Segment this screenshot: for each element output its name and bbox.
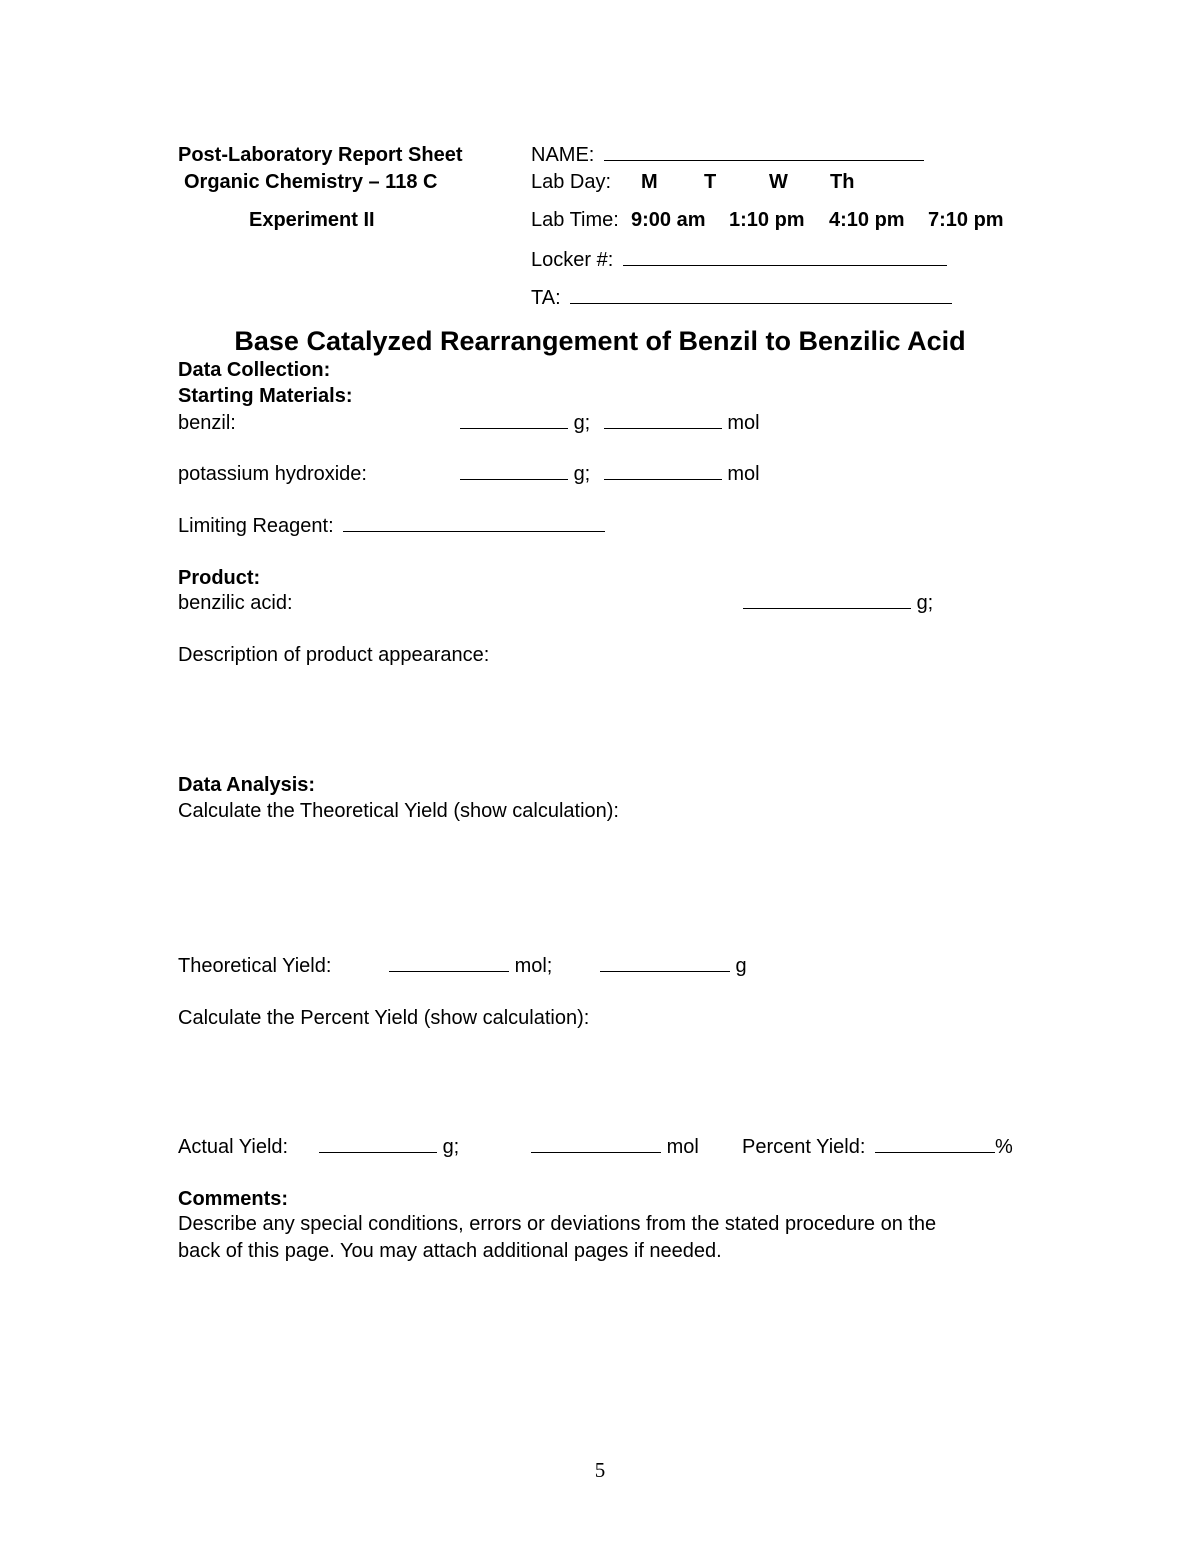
percent-yield-label: Percent Yield: xyxy=(742,1136,866,1158)
koh-unit-mol: mol xyxy=(727,463,760,485)
course-name: Organic Chemistry – 118 C xyxy=(184,171,438,193)
actual-mass-field[interactable] xyxy=(319,1136,437,1153)
product-row-fields xyxy=(743,591,933,615)
product-heading: Product: xyxy=(178,567,261,589)
lab-time-label: Lab Time: xyxy=(531,209,619,231)
lab-time-2[interactable]: 1:10 pm xyxy=(729,209,805,231)
ta-row xyxy=(531,286,952,310)
benzil-unit-g: g; xyxy=(573,412,591,434)
benzil-row-fields xyxy=(460,411,760,435)
lab-day-t[interactable]: T xyxy=(704,171,717,193)
theoretical-yield-label: Theoretical Yield: xyxy=(178,955,332,977)
starting-materials-heading: Starting Materials: xyxy=(178,385,353,407)
theoretical-unit-mol: mol; xyxy=(514,955,553,977)
theoretical-yield-fields xyxy=(389,954,747,978)
benzil-label: benzil: xyxy=(178,412,236,434)
limiting-reagent-label: Limiting Reagent: xyxy=(178,515,334,537)
lab-time-3[interactable]: 4:10 pm xyxy=(829,209,905,231)
koh-unit-g: g; xyxy=(573,463,591,485)
koh-row-fields xyxy=(460,462,760,486)
benzil-unit-mol: mol xyxy=(727,412,760,434)
lab-day-label: Lab Day: xyxy=(531,171,612,193)
actual-unit-mol: mol xyxy=(666,1136,699,1158)
percent-yield-field[interactable] xyxy=(875,1136,995,1153)
percent-yield-row xyxy=(742,1135,1013,1159)
page-number: 5 xyxy=(594,1458,606,1482)
sheet-title: Post-Laboratory Report Sheet xyxy=(178,144,463,166)
theoretical-calc-label: Calculate the Theoretical Yield (show calculation): xyxy=(178,800,619,822)
comments-line-2: back of this page. You may attach additional pages if needed. xyxy=(178,1240,722,1262)
percent-calc-label: Calculate the Percent Yield (show calculation): xyxy=(178,1007,590,1029)
theoretical-mass-field[interactable] xyxy=(600,955,730,972)
theoretical-unit-g: g xyxy=(735,955,747,977)
experiment-label: Experiment II xyxy=(249,209,375,231)
ta-label: TA: xyxy=(531,287,561,309)
lab-day-w[interactable]: W xyxy=(769,171,788,193)
koh-mol-field[interactable] xyxy=(604,463,722,480)
product-mass-field[interactable] xyxy=(743,592,911,609)
data-collection-heading: Data Collection: xyxy=(178,359,331,381)
actual-yield-label: Actual Yield: xyxy=(178,1136,289,1158)
koh-mass-field[interactable] xyxy=(460,463,568,480)
koh-label: potassium hydroxide: xyxy=(178,463,367,485)
lab-day-row xyxy=(531,170,611,194)
description-label: Description of product appearance: xyxy=(178,644,490,666)
name-label: NAME: xyxy=(531,144,595,166)
limiting-reagent-field[interactable] xyxy=(343,515,605,532)
lab-day-m[interactable]: M xyxy=(641,171,658,193)
comments-line-1: Describe any special conditions, errors or deviations from the stated procedure on the xyxy=(178,1213,937,1235)
limiting-reagent-row xyxy=(178,514,605,538)
actual-yield-mol-group xyxy=(531,1135,699,1159)
benzil-mass-field[interactable] xyxy=(460,412,568,429)
locker-row xyxy=(531,248,947,272)
data-analysis-heading: Data Analysis: xyxy=(178,774,316,796)
page-title: Base Catalyzed Rearrangement of Benzil to Benzilic Acid xyxy=(234,326,966,356)
lab-time-1[interactable]: 9:00 am xyxy=(631,209,706,231)
locker-field[interactable] xyxy=(623,249,947,266)
product-label: benzilic acid: xyxy=(178,592,293,614)
benzil-mol-field[interactable] xyxy=(604,412,722,429)
name-row xyxy=(531,143,924,167)
name-field[interactable] xyxy=(604,144,924,161)
comments-heading: Comments: xyxy=(178,1188,289,1210)
lab-time-4[interactable]: 7:10 pm xyxy=(928,209,1004,231)
lab-day-th[interactable]: Th xyxy=(830,171,855,193)
actual-unit-g: g; xyxy=(442,1136,460,1158)
actual-yield-mass-group xyxy=(319,1135,459,1159)
actual-mol-field[interactable] xyxy=(531,1136,661,1153)
locker-label: Locker #: xyxy=(531,249,614,271)
ta-field[interactable] xyxy=(570,287,952,304)
product-unit-g: g; xyxy=(916,592,934,614)
theoretical-mol-field[interactable] xyxy=(389,955,509,972)
percent-sign: % xyxy=(994,1136,1013,1158)
